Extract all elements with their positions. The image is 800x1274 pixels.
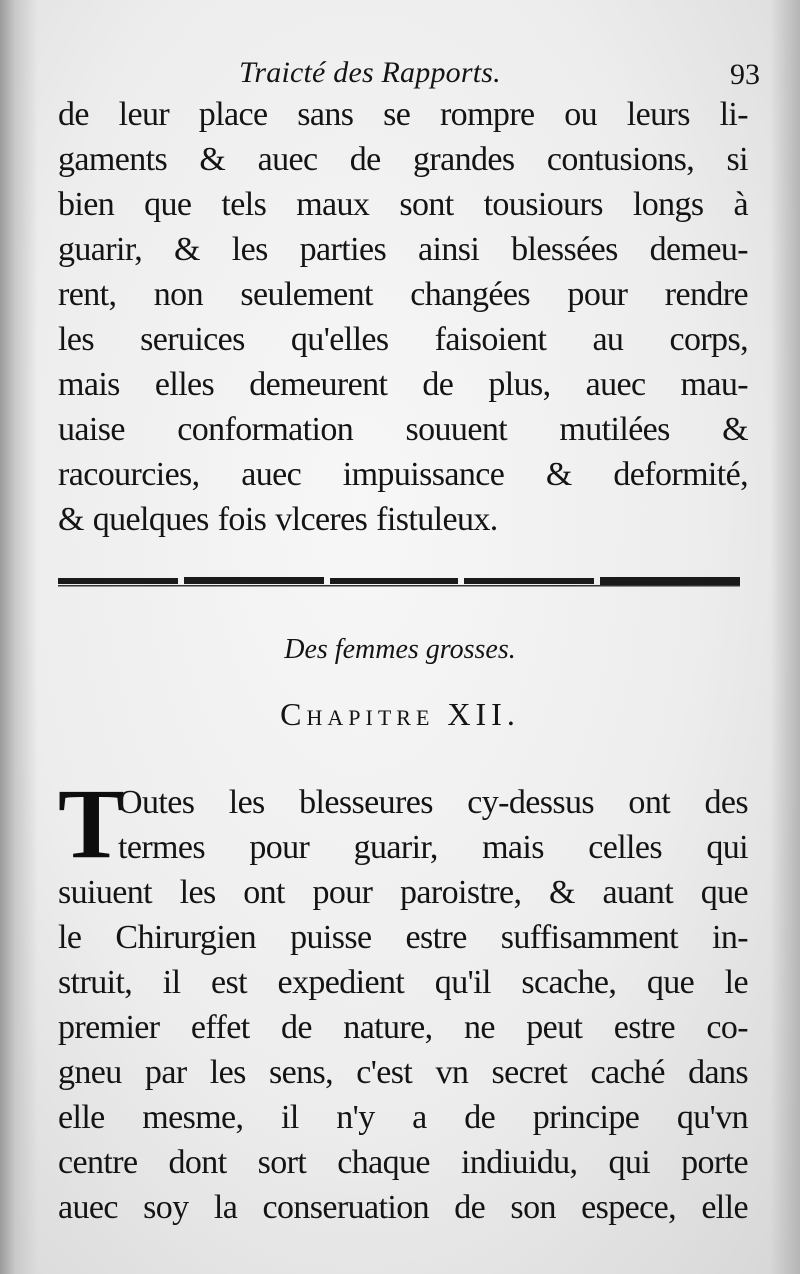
page-number: 93 (730, 58, 760, 91)
text-line: bien que tels maux sont tousiours longs à (58, 186, 748, 223)
text-line: termes pour guarir, mais celles qui (118, 829, 748, 866)
page-edge-shadow (770, 0, 800, 1274)
section-title: Des femmes grosses. (284, 634, 516, 665)
text-line: uaise conformation souuent mutilées & (58, 411, 748, 448)
text-line: auec soy la conseruation de son espece, elle (58, 1189, 748, 1226)
running-head (60, 48, 760, 98)
drop-cap-letter: T (58, 768, 125, 879)
text-line: mais elles demeurent de plus, auec mau- (58, 366, 748, 403)
ornamental-rule-graphic (58, 574, 740, 588)
running-title: Traicté des Rapports. (239, 56, 501, 89)
text-line: gaments & auec de grandes contusions, si (58, 141, 748, 178)
ornamental-rule (58, 574, 740, 588)
text-line: centre dont sort chaque indiuidu, qui porte (58, 1144, 748, 1181)
text-line: le Chirurgien puisse estre suffisamment in- (58, 919, 748, 956)
paragraph-top (58, 92, 748, 542)
text-line: rent, non seulement changées pour rendre (58, 276, 748, 313)
text-line: de leur place sans se rompre ou leurs li- (58, 96, 748, 133)
text-line: elle mesme, il n'y a de principe qu'vn (58, 1099, 748, 1136)
text-line: les seruices qu'elles faisoient au corps, (58, 321, 748, 358)
text-line: struit, il est expedient qu'il scache, que le (58, 964, 748, 1001)
text-line: racourcies, auec impuissance & deformité, (58, 456, 748, 493)
text-line: Outes les blesseures cy-dessus ont des (118, 784, 748, 821)
text-line: premier effet de nature, ne peut estre co- (58, 1009, 748, 1046)
text-line: & quelques fois vlceres fistuleux. (58, 501, 498, 538)
chapter-heading: Chapitre XII. (280, 696, 520, 732)
text-line: guarir, & les parties ainsi blessées demeu- (58, 231, 748, 268)
text-line: gneu par les sens, c'est vn secret caché dans (58, 1054, 748, 1091)
paragraph-bottom (58, 768, 748, 1230)
text-line: suiuent les ont pour paroistre, & auant que (58, 874, 748, 911)
page-gutter-shadow (0, 0, 38, 1274)
